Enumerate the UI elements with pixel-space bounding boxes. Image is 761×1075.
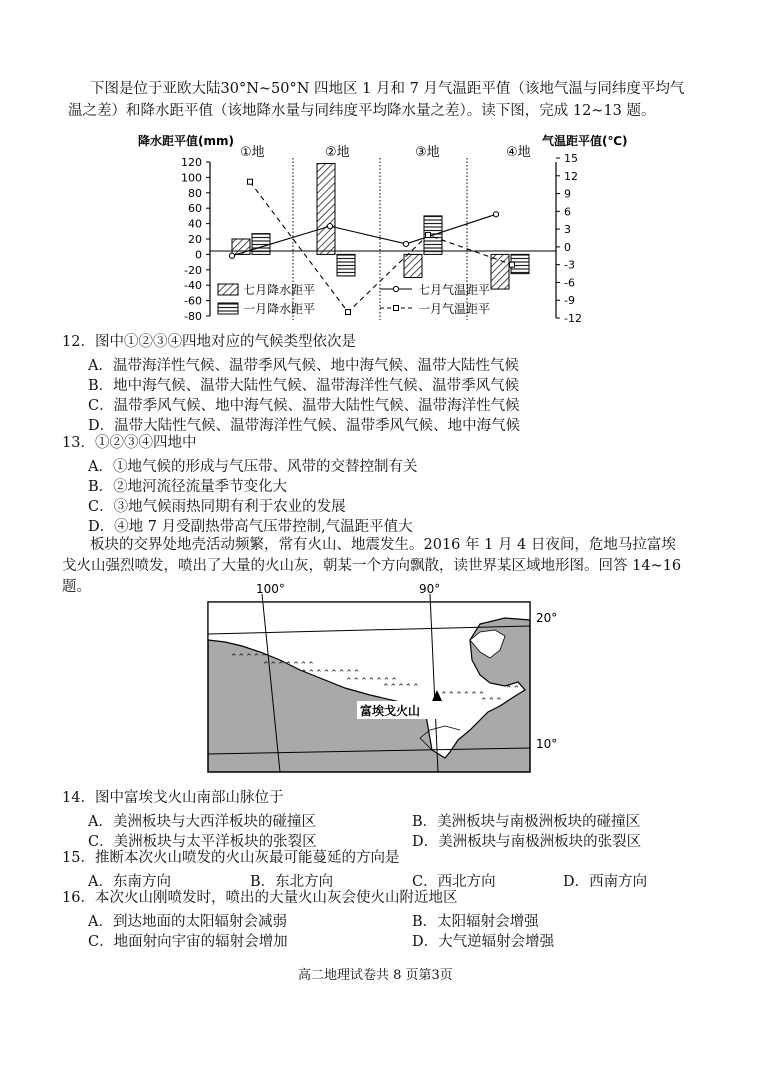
- legend-label-july-temp: 七月气温距平: [418, 283, 491, 297]
- q15-option-d[interactable]: D．西南方向: [563, 874, 648, 890]
- q15-option-a[interactable]: A．东南方向: [88, 874, 171, 890]
- q16-stem: 16．本次火山刚喷发时，喷出的大量火山灰会使火山附近地区: [62, 890, 458, 906]
- legend-marker-jan-temp: [394, 306, 399, 311]
- lat-label-10: 10°: [536, 737, 558, 751]
- point-july-temp: [403, 241, 408, 246]
- right-tick-label: 15: [564, 152, 578, 165]
- bar-july-precip: [317, 164, 335, 255]
- lat-label-20: 20°: [536, 611, 558, 625]
- point-jan-temp: [510, 262, 515, 267]
- lon-label-90: 90°: [419, 582, 441, 596]
- q15-stem: 15．推断本次火山喷发的火山灰最可能蔓延的方向是: [62, 850, 400, 866]
- legend-label-jan-temp: 一月气温距平: [418, 302, 491, 316]
- right-tick-label: 12: [564, 169, 578, 183]
- right-axis-title: 气温距平值(℃): [542, 134, 628, 148]
- left-tick-label: -60: [184, 294, 202, 308]
- q13-option-a[interactable]: A．①地气候的形成与气压带、风带的交替控制有关: [88, 459, 418, 475]
- point-jan-temp: [426, 233, 431, 238]
- q14-option-d[interactable]: D．美洲板块与南极洲板块的张裂区: [412, 834, 642, 850]
- q14-option-b[interactable]: B．美洲板块与南极洲板块的碰撞区: [412, 814, 641, 830]
- right-tick-label: -3: [564, 258, 575, 272]
- region-map: [0, 580, 761, 780]
- left-tick-label: -40: [184, 279, 202, 293]
- point-jan-temp: [346, 310, 351, 315]
- q15-option-b[interactable]: B．东北方向: [250, 874, 334, 890]
- q12-option-d[interactable]: D．温带大陆性气候、温带海洋性气候、温带季风气候、地中海气候: [88, 418, 521, 434]
- line-july-temp: [232, 214, 496, 255]
- q16-option-c[interactable]: C．地面射向宇宙的辐射会增加: [88, 934, 288, 950]
- right-tick-label: 3: [564, 223, 571, 237]
- lon-label-100: 100°: [256, 582, 285, 596]
- region-label-3: ③地: [415, 145, 440, 160]
- intro-1-line-2: 温之差）和降水距平值（该地降水量与同纬度平均降水量之差）。读下图，完成 12~13 题。: [68, 103, 656, 119]
- left-tick-label: 120: [181, 156, 202, 169]
- chart-legend: [218, 282, 490, 316]
- svg-text:⌃⌃⌃⌃⌃: ⌃⌃⌃⌃⌃: [382, 683, 420, 693]
- region-label-4: ④地: [506, 145, 531, 160]
- right-tick-label: 6: [564, 205, 571, 219]
- svg-text:⌃⌃⌃⌃⌃⌃⌃: ⌃⌃⌃⌃⌃⌃⌃: [345, 677, 398, 687]
- intro-2-line-1: 板块的交界处地壳活动频繁，常有火山、地震发生。2016 年 1 月 4 日夜间，危地马拉富埃: [90, 537, 676, 553]
- point-july-temp: [229, 253, 234, 258]
- left-tick-label: 40: [188, 217, 202, 231]
- q14-option-a[interactable]: A．美洲板块与大西洋板块的碰撞区: [88, 814, 316, 830]
- left-tick-label: 60: [188, 202, 202, 216]
- q16-option-d[interactable]: D．大气逆辐射会增强: [412, 934, 555, 950]
- svg-text:⌃⌃⌃: ⌃⌃⌃: [480, 697, 503, 707]
- svg-text:⌃⌃: ⌃⌃: [505, 685, 521, 695]
- legend-swatch-jan-precip: [218, 303, 238, 314]
- bar-jan-precip: [252, 234, 270, 255]
- volcano-label: 富埃戈火山: [360, 704, 421, 718]
- right-tick-label: -6: [564, 276, 575, 290]
- climate-chart: [0, 128, 761, 328]
- point-july-temp: [327, 224, 332, 229]
- bar-july-precip: [491, 254, 509, 289]
- q12-option-a[interactable]: A．温带海洋性气候、温带季风气候、地中海气候、温带大陆性气候: [88, 358, 519, 374]
- right-tick-label: -12: [564, 312, 582, 325]
- svg-text:⌃⌃⌃⌃⌃⌃⌃: ⌃⌃⌃⌃⌃⌃⌃: [262, 661, 315, 671]
- svg-text:⌃⌃⌃⌃⌃⌃: ⌃⌃⌃⌃⌃⌃: [440, 691, 486, 701]
- q14-option-c[interactable]: C．美洲板块与太平洋板块的张裂区: [88, 834, 317, 850]
- right-tick-label: 0: [564, 240, 571, 254]
- left-ticks: [181, 156, 210, 323]
- bar-july-precip: [232, 239, 250, 254]
- right-ticks: [556, 152, 582, 325]
- left-tick-label: 100: [181, 171, 202, 185]
- legend-swatch-july-precip: [218, 284, 238, 295]
- q15-option-c[interactable]: C．西北方向: [412, 874, 496, 890]
- intro-1-line-1: 下图是位于亚欧大陆30°N~50°N 四地区 1 月和 7 月气温距平值（该地气温与同纬度平均气: [90, 81, 685, 97]
- left-tick-label: 20: [188, 233, 202, 246]
- legend-label-jan-precip: 一月降水距平: [243, 302, 316, 316]
- point-jan-temp: [248, 179, 253, 184]
- right-tick-label: -9: [564, 294, 575, 308]
- legend-label-july-precip: 七月降水距平: [243, 283, 316, 297]
- q12-stem: 12．图中①②③④四地对应的气候类型依次是: [62, 334, 356, 350]
- left-tick-label: -20: [184, 263, 202, 277]
- svg-text:⌃⌃⌃⌃⌃⌃⌃⌃: ⌃⌃⌃⌃⌃⌃⌃⌃: [300, 669, 361, 679]
- q14-stem: 14．图中富埃戈火山南部山脉位于: [62, 790, 284, 806]
- q13-stem: 13．①②③④四地中: [62, 435, 197, 451]
- page-footer: 高二地理试卷共 8 页第3页: [298, 968, 453, 983]
- bar-jan-precip: [337, 254, 355, 276]
- left-tick-label: -80: [184, 310, 202, 323]
- point-july-temp: [493, 212, 498, 217]
- legend-marker-july-temp: [393, 286, 398, 291]
- q12-option-b[interactable]: B．地中海气候、温带大陆性气候、温带海洋性气候、温带季风气候: [88, 378, 520, 394]
- q16-option-a[interactable]: A．到达地面的太阳辐射会减弱: [88, 914, 287, 930]
- q13-option-b[interactable]: B．②地河流径流量季节变化大: [88, 479, 288, 495]
- svg-text:⌃⌃⌃⌃⌃: ⌃⌃⌃⌃⌃: [230, 653, 268, 663]
- q13-option-c[interactable]: C．③地气候雨热同期有利于农业的发展: [88, 499, 346, 515]
- region-label-1: ①地: [240, 145, 265, 160]
- left-axis-title: 降水距平值(mm): [138, 134, 234, 148]
- bar-july-precip: [404, 254, 422, 277]
- left-tick-label: 0: [195, 248, 202, 262]
- intro-2-line-3: 题。: [62, 579, 91, 595]
- intro-2-line-2: 戈火山强烈喷发，喷出了大量的火山灰，朝某一个方向飘散，读世界某区域地形图。回答 14~16: [62, 558, 682, 574]
- q16-option-b[interactable]: B．太阳辐射会增强: [412, 914, 539, 930]
- q13-option-d[interactable]: D．④地 7 月受副热带高气压带控制,气温距平值大: [88, 519, 413, 535]
- right-tick-label: 9: [564, 187, 571, 201]
- left-tick-label: 80: [188, 186, 202, 200]
- region-label-2: ②地: [325, 145, 350, 160]
- q12-option-c[interactable]: C．温带季风气候、地中海气候、温带大陆性气候、温带海洋性气候: [88, 398, 520, 414]
